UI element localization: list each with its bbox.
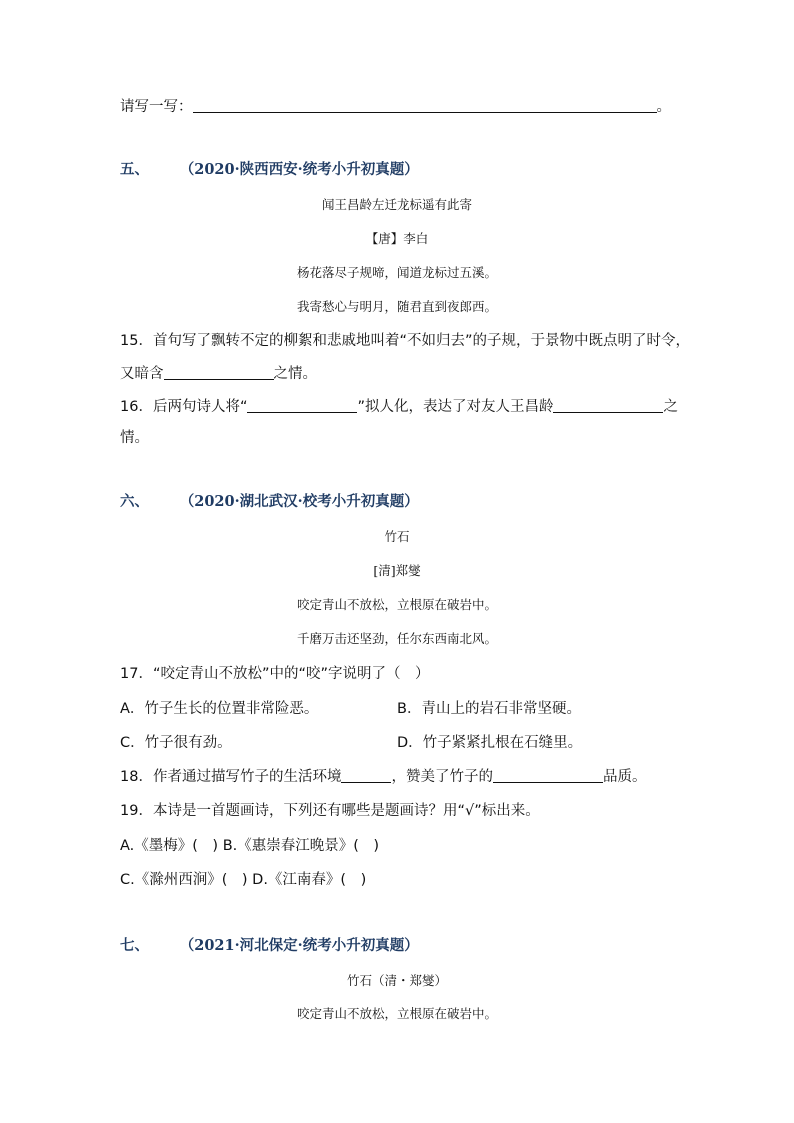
answer-blank[interactable] [193,97,657,113]
poem-line: 千磨万击还坚劲，任尔东西南北风。 [296,631,497,646]
answer-blank[interactable] [247,397,357,413]
question-17: 17．“咬定青山不放松”中的“咬”字说明了（ ） [120,666,430,682]
poem-line: 咬定青山不放松，立根原在破岩中。 [296,597,497,612]
poem-title: 闻王昌龄左迁龙标遥有此寄 [321,197,472,212]
option-d[interactable]: D．竹子紧紧扎根在石缝里。 [397,735,583,751]
question-19-options[interactable]: A.《墨梅》( ) B.《惠崇春江晚景》( ) [120,838,380,854]
option-c[interactable]: C．竹子很有劲。 [120,735,232,751]
question-15-cont: 又暗含 之情。 [120,366,317,382]
poem-author: 【唐】李白 [365,231,429,246]
answer-blank[interactable] [553,397,663,413]
question-16-cont: 情。 [120,430,149,446]
question-18: 18．作者通过描写竹子的生活环境 ，赞美了竹子的 品质。 [120,769,647,785]
question-19-options[interactable]: C.《滁州西涧》( ) D.《江南春》( ) [120,872,367,888]
poem-line: 咬定青山不放松，立根原在破岩中。 [296,1006,497,1021]
question-19: 19．本诗是一首题画诗，下列还有哪些是题画诗？用“√”标出来。 [120,803,540,819]
answer-blank[interactable] [341,767,391,783]
option-b[interactable]: B．青山上的岩石非常坚硬。 [397,701,581,717]
section-5-heading: 五、 （2020·陕西西安·统考小升初真题） [120,161,419,178]
option-row [120,699,581,719]
poem-line: 我寄愁心与明月，随君直到夜郎西。 [296,299,497,314]
answer-blank[interactable] [493,767,603,783]
write-prompt: 请写一写： 。 [120,99,671,115]
poem-line: 杨花落尽子规啼，闻道龙标过五溪。 [296,265,497,280]
poem-author: [清]郑燮 [373,563,421,578]
poem-title: 竹石（清・郑燮） [346,973,447,988]
answer-blank[interactable] [164,364,274,380]
option-row [120,733,583,753]
option-a[interactable]: A．竹子生长的位置非常险恶。 [120,701,319,717]
section-7-heading: 七、 （2021·河北保定·统考小升初真题） [120,937,419,954]
question-16: 16．后两句诗人将“ ”拟人化，表达了对友人王昌龄 之 [120,399,678,415]
section-6-heading: 六、 （2020·湖北武汉·校考小升初真题） [120,493,419,510]
poem-title: 竹石 [384,529,410,544]
question-15: 15．首句写了飘转不定的柳絮和悲戚地叫着“不如归去”的子规，于景物中既点明了时令， [120,333,690,349]
